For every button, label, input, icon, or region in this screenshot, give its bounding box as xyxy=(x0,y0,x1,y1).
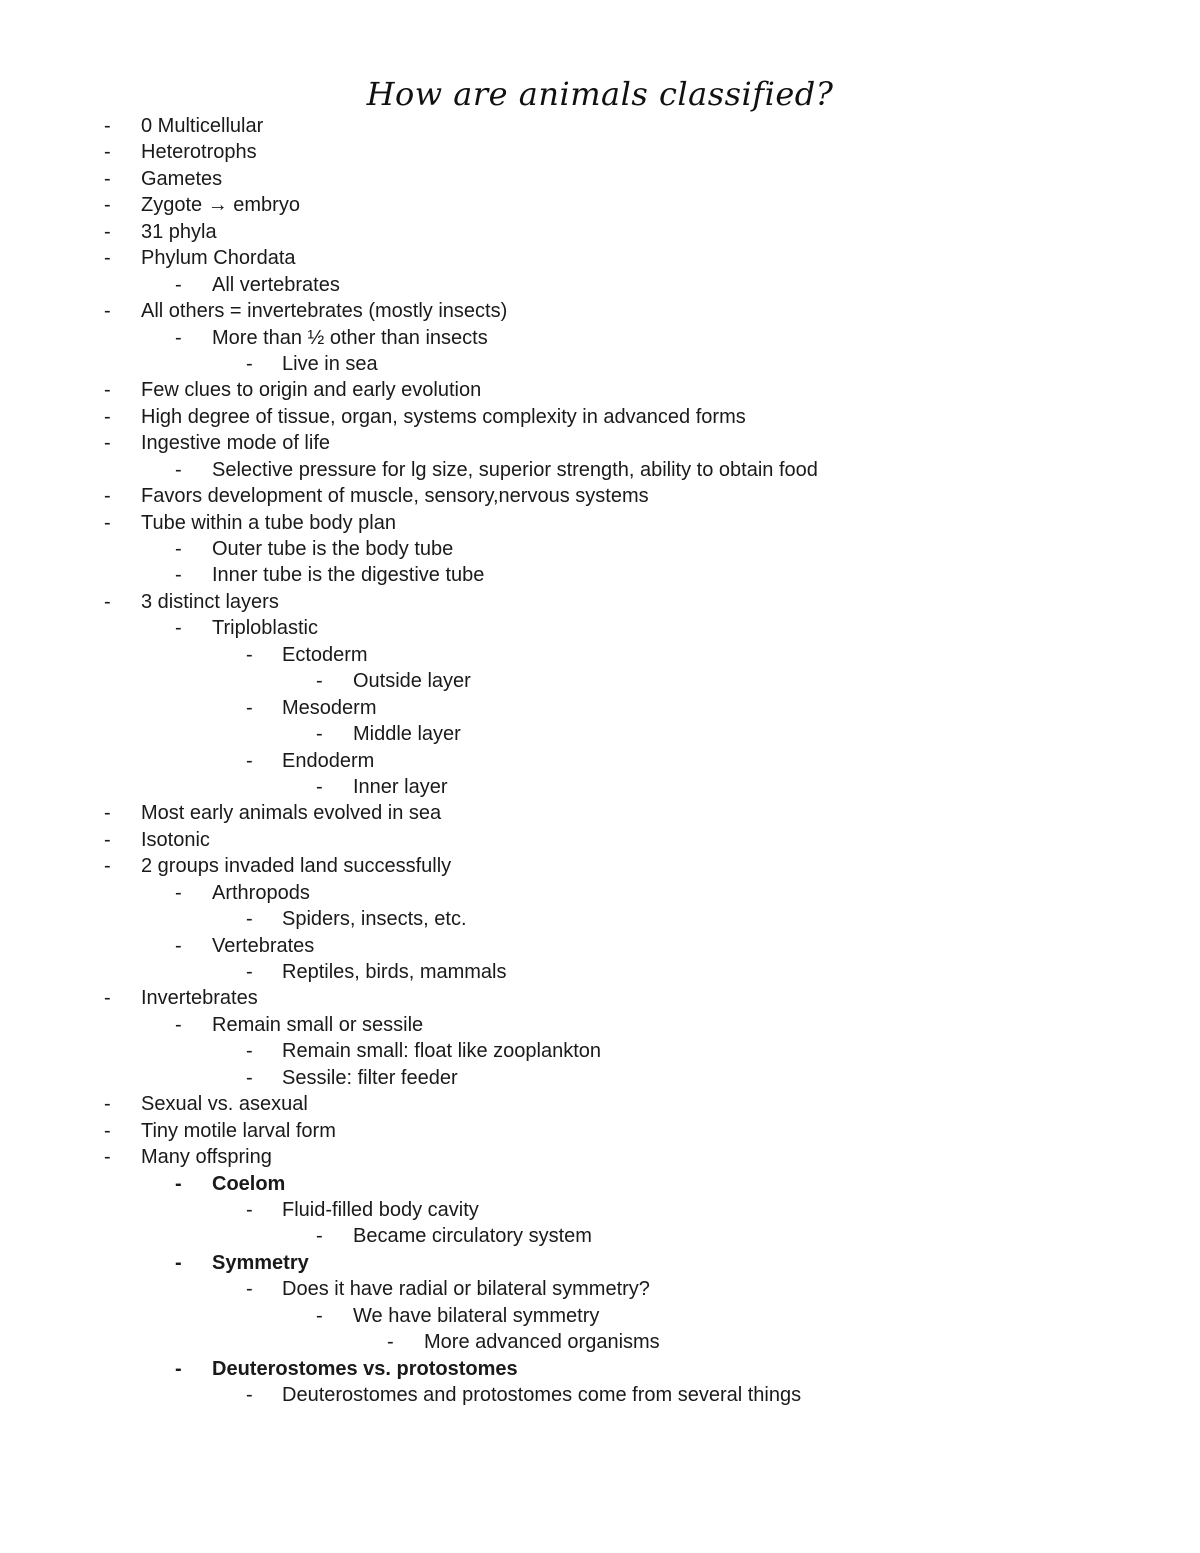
list-item xyxy=(0,219,1200,245)
list-item xyxy=(0,166,1200,192)
bullet-dash: - xyxy=(175,273,182,296)
bullet-dash: - xyxy=(175,1013,182,1036)
bullet-dash: - xyxy=(246,1066,253,1089)
list-item-text: Few clues to origin and early evolution xyxy=(141,379,482,402)
list-item xyxy=(0,827,1200,853)
list-item xyxy=(0,483,1200,509)
list-item xyxy=(0,1091,1200,1117)
list-item-text: Tube within a tube body plan xyxy=(141,511,396,534)
list-item xyxy=(0,272,1200,298)
list-item-text: More than ½ other than insects xyxy=(212,326,488,349)
bullet-dash: - xyxy=(104,511,111,534)
list-item-text: Zygote → embryo xyxy=(141,194,300,217)
list-item xyxy=(0,192,1200,218)
notes-outline xyxy=(0,113,1200,1408)
list-item xyxy=(0,298,1200,324)
bullet-dash: - xyxy=(246,643,253,666)
list-item xyxy=(0,1276,1200,1302)
list-item-text: Spiders, insects, etc. xyxy=(282,908,467,931)
list-item-text: Selective pressure for lg size, superior strength, ability to obtain food xyxy=(212,458,818,481)
list-item-text: All vertebrates xyxy=(212,273,340,296)
list-item xyxy=(0,404,1200,430)
list-item xyxy=(0,615,1200,641)
list-item xyxy=(0,933,1200,959)
bullet-dash: - xyxy=(316,723,323,746)
bullet-dash: - xyxy=(104,141,111,164)
list-item xyxy=(0,510,1200,536)
list-item xyxy=(0,325,1200,351)
list-item xyxy=(0,1223,1200,1249)
list-item xyxy=(0,430,1200,456)
list-item-text: All others = invertebrates (mostly insects) xyxy=(141,300,508,323)
list-item-text: Vertebrates xyxy=(212,934,315,957)
list-item xyxy=(0,139,1200,165)
list-item xyxy=(0,906,1200,932)
list-item xyxy=(0,245,1200,271)
list-item xyxy=(0,351,1200,377)
list-item-text: Invertebrates xyxy=(141,987,258,1010)
list-item-text: Gametes xyxy=(141,167,223,190)
list-item xyxy=(0,1303,1200,1329)
bullet-dash: - xyxy=(316,1225,323,1248)
bullet-dash: - xyxy=(175,458,182,481)
bullet-dash: - xyxy=(104,379,111,402)
list-item-text: Became circulatory system xyxy=(353,1225,592,1248)
list-item xyxy=(0,721,1200,747)
bullet-dash: - xyxy=(104,855,111,878)
list-item-text: Inner tube is the digestive tube xyxy=(212,564,485,587)
list-item-text: Fluid-filled body cavity xyxy=(282,1198,479,1221)
list-item xyxy=(0,642,1200,668)
list-item xyxy=(0,880,1200,906)
list-item xyxy=(0,1144,1200,1170)
bullet-dash: - xyxy=(175,326,182,349)
bullet-dash: - xyxy=(175,538,182,560)
list-item xyxy=(0,1356,1200,1382)
list-item-text: 0 Multicellular xyxy=(141,115,264,137)
list-item-text: Favors development of muscle, sensory,nervous systems xyxy=(141,485,649,508)
bullet-dash: - xyxy=(246,908,253,931)
bullet-dash: - xyxy=(104,405,111,428)
list-item-text: We have bilateral symmetry xyxy=(353,1304,600,1327)
bullet-dash: - xyxy=(246,961,253,983)
bullet-dash: - xyxy=(175,564,182,587)
bullet-dash: - xyxy=(104,987,111,1010)
list-item-text: 3 distinct layers xyxy=(141,590,279,613)
bullet-dash: - xyxy=(104,167,111,190)
bullet-dash: - xyxy=(104,1146,111,1169)
bullet-dash: - xyxy=(104,300,111,323)
bullet-dash: - xyxy=(387,1331,394,1354)
bullet-dash: - xyxy=(104,1093,111,1116)
bullet-dash: - xyxy=(246,696,253,719)
list-item xyxy=(0,800,1200,826)
bullet-dash: - xyxy=(175,1172,182,1195)
bullet-dash: - xyxy=(246,1198,253,1221)
list-item-text: Ingestive mode of life xyxy=(141,432,330,455)
list-item-text: Arthropods xyxy=(212,881,310,904)
list-item-text: Remain small: float like zooplankton xyxy=(282,1040,602,1063)
bullet-dash: - xyxy=(104,590,111,613)
list-item-text: Live in sea xyxy=(282,352,378,375)
list-item xyxy=(0,1171,1200,1197)
list-item-text: Tiny motile larval form xyxy=(141,1119,336,1142)
list-item-text: Deuterostomes vs. protostomes xyxy=(212,1357,518,1380)
bullet-dash: - xyxy=(104,802,111,825)
list-item-text: Inner layer xyxy=(353,775,448,798)
bullet-dash: - xyxy=(316,670,323,693)
list-item-text: Most early animals evolved in sea xyxy=(141,802,442,825)
list-item-text: Sexual vs. asexual xyxy=(141,1093,308,1116)
list-item-text: Remain small or sessile xyxy=(212,1013,424,1036)
list-item-text: Deuterostomes and protostomes come from several things xyxy=(282,1384,802,1406)
bullet-dash: - xyxy=(246,352,253,375)
list-item-text: Many offspring xyxy=(141,1146,272,1169)
list-item-text: Reptiles, birds, mammals xyxy=(282,961,507,983)
list-item-text: Outer tube is the body tube xyxy=(212,538,454,560)
list-item-text: Sessile: filter feeder xyxy=(282,1066,458,1089)
list-item xyxy=(0,695,1200,721)
bullet-dash: - xyxy=(104,194,111,217)
list-item xyxy=(0,748,1200,774)
list-item xyxy=(0,1250,1200,1276)
page-title: How are animals classified? xyxy=(366,75,834,113)
list-item xyxy=(0,853,1200,879)
bullet-dash: - xyxy=(175,881,182,904)
list-item xyxy=(0,1118,1200,1144)
list-item-text: Outside layer xyxy=(353,670,471,693)
list-item-text: 2 groups invaded land successfully xyxy=(141,855,452,878)
list-item xyxy=(0,1197,1200,1223)
list-item-text: Does it have radial or bilateral symmetry? xyxy=(282,1278,650,1301)
bullet-dash: - xyxy=(104,220,111,243)
list-item-text: Mesoderm xyxy=(282,696,377,719)
list-item xyxy=(0,774,1200,800)
list-item-text: Triploblastic xyxy=(212,617,318,640)
list-item xyxy=(0,985,1200,1011)
bullet-dash: - xyxy=(175,617,182,640)
bullet-dash: - xyxy=(246,1384,253,1406)
list-item-text: Phylum Chordata xyxy=(141,247,296,270)
list-item xyxy=(0,457,1200,483)
list-item xyxy=(0,562,1200,588)
list-item xyxy=(0,589,1200,615)
list-item-text: 31 phyla xyxy=(141,220,217,243)
bullet-dash: - xyxy=(175,1251,182,1274)
list-item xyxy=(0,536,1200,562)
list-item xyxy=(0,1382,1200,1408)
list-item-text: More advanced organisms xyxy=(424,1331,660,1354)
bullet-dash: - xyxy=(104,1119,111,1142)
list-item xyxy=(0,668,1200,694)
bullet-dash: - xyxy=(246,1278,253,1301)
bullet-dash: - xyxy=(175,934,182,957)
bullet-dash: - xyxy=(104,828,111,851)
list-item xyxy=(0,1329,1200,1355)
bullet-dash: - xyxy=(104,247,111,270)
bullet-dash: - xyxy=(104,485,111,508)
list-item-text: Middle layer xyxy=(353,723,461,746)
list-item-text: Coelom xyxy=(212,1172,286,1195)
list-item-text: Heterotrophs xyxy=(141,141,257,164)
bullet-dash: - xyxy=(246,1040,253,1063)
list-item-text: Endoderm xyxy=(282,749,375,772)
list-item xyxy=(0,1038,1200,1064)
list-item-text: Symmetry xyxy=(212,1251,309,1274)
list-item-text: Ectoderm xyxy=(282,643,368,666)
bullet-dash: - xyxy=(246,749,253,772)
bullet-dash: - xyxy=(175,1357,182,1380)
bullet-dash: - xyxy=(316,775,323,798)
bullet-dash: - xyxy=(104,115,111,137)
list-item xyxy=(0,959,1200,985)
bullet-dash: - xyxy=(316,1304,323,1327)
list-item xyxy=(0,1065,1200,1091)
list-item xyxy=(0,1012,1200,1038)
list-item xyxy=(0,377,1200,403)
list-item xyxy=(0,113,1200,139)
list-item-text: High degree of tissue, organ, systems complexity in advanced forms xyxy=(141,405,746,428)
bullet-dash: - xyxy=(104,432,111,455)
list-item-text: Isotonic xyxy=(141,828,210,851)
